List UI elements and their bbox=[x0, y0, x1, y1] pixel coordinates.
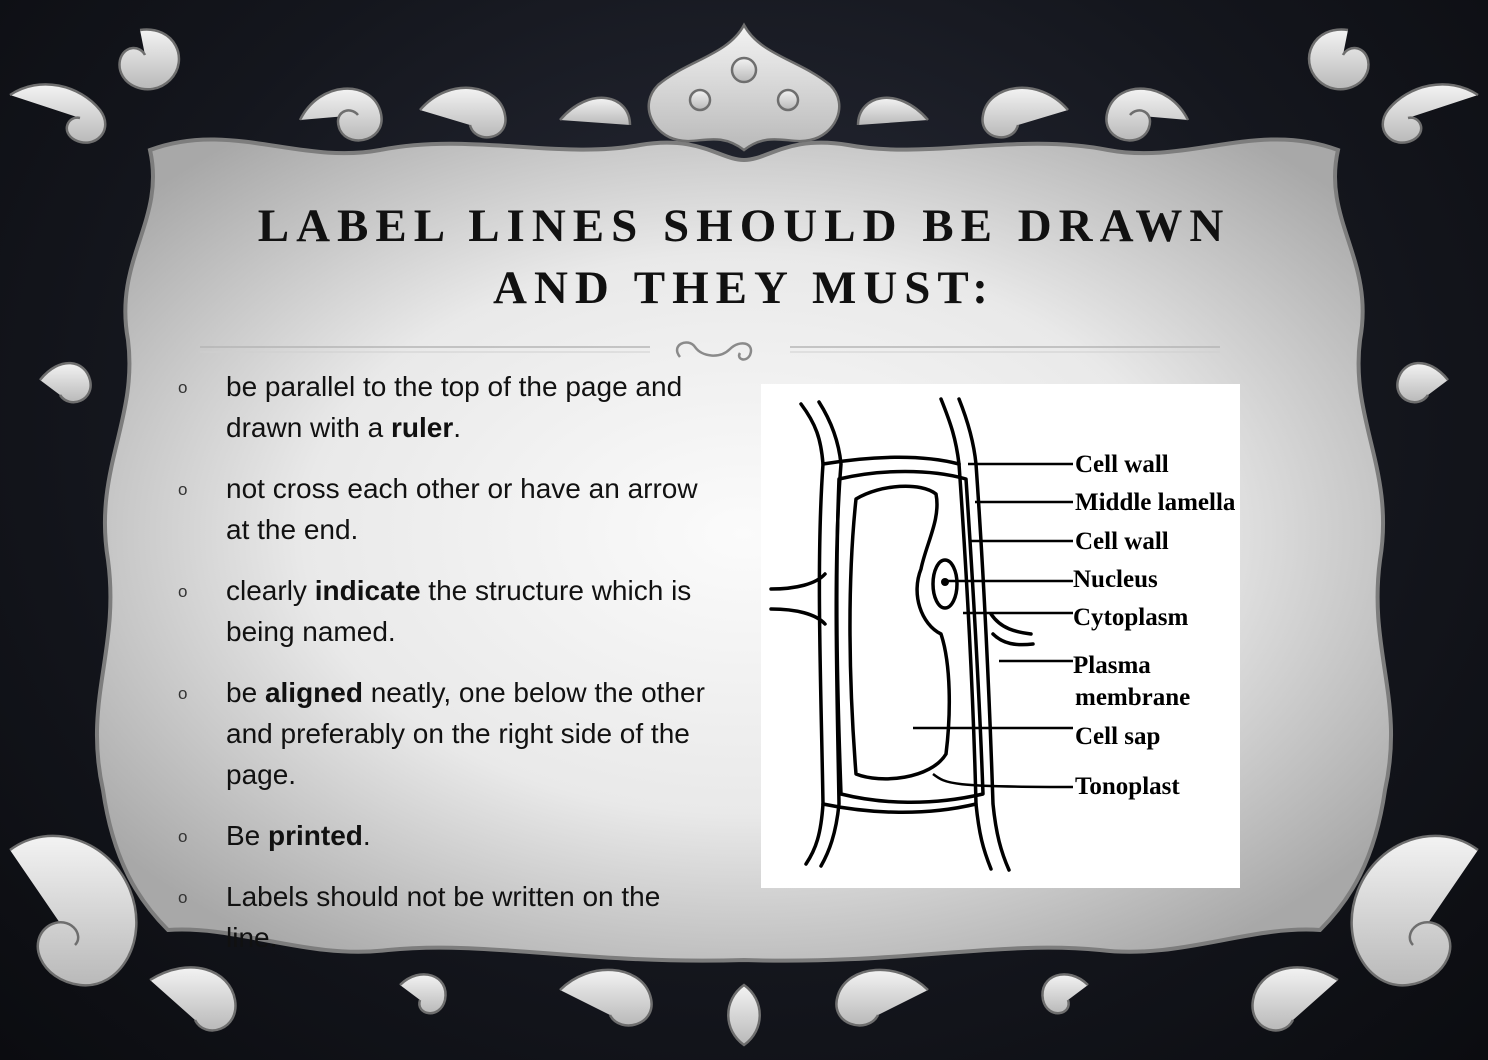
label-cell-sap: Cell sap bbox=[1075, 723, 1161, 750]
bullet-text-end: . bbox=[453, 412, 461, 443]
bullet-marker: o bbox=[178, 888, 188, 907]
slide-title bbox=[150, 195, 1338, 319]
bullet-marker: o bbox=[178, 378, 188, 397]
label-middle-lamella: Middle lamella bbox=[1075, 489, 1236, 516]
bullet-marker: o bbox=[178, 827, 188, 846]
label-cell-wall-inner: Cell wall bbox=[1075, 528, 1169, 555]
bullet-text: Be bbox=[226, 820, 269, 851]
bullet-text-end: . bbox=[362, 820, 371, 851]
bullet-text-end: neatly, one below the other and preferably on the right side of the page. bbox=[226, 677, 705, 790]
title-line-1: LABEL LINES SHOULD BE DRAWN bbox=[257, 200, 1231, 252]
bullet-marker: o bbox=[178, 480, 188, 499]
bullet-bold-text: ruler bbox=[390, 412, 454, 443]
bullet-text: be bbox=[226, 677, 265, 708]
list-item bbox=[170, 876, 710, 958]
outer-cell-wall bbox=[801, 404, 823, 864]
vacuole bbox=[850, 486, 949, 779]
bullet-text: not cross each other or have an arrow at the end. bbox=[226, 473, 698, 545]
label-plasma: Plasma bbox=[1073, 652, 1151, 679]
bullet-list bbox=[170, 366, 710, 978]
list-item bbox=[170, 366, 710, 448]
bullet-marker: o bbox=[178, 684, 188, 703]
plant-cell-diagram bbox=[761, 384, 1240, 888]
label-tonoplast: Tonoplast bbox=[1075, 773, 1180, 800]
bullet-text-end: the structure which is being named. bbox=[226, 575, 692, 647]
label-membrane: membrane bbox=[1075, 684, 1191, 711]
list-item bbox=[170, 468, 710, 550]
bullet-text: clearly bbox=[226, 575, 315, 606]
bullet-text: Labels should not be written on the line. bbox=[226, 881, 661, 953]
label-cytoplasm: Cytoplasm bbox=[1073, 604, 1189, 631]
list-item bbox=[170, 815, 710, 856]
label-nucleus: Nucleus bbox=[1073, 566, 1158, 593]
label-cell-wall: Cell wall bbox=[1075, 451, 1169, 478]
bullet-bold-text: aligned bbox=[264, 677, 363, 708]
bullet-bold-text: printed bbox=[268, 820, 363, 851]
bullet-text: be parallel to the top of the page and drawn with a bbox=[226, 371, 683, 443]
list-item bbox=[170, 570, 710, 652]
bullet-marker: o bbox=[178, 582, 188, 601]
title-line-2: AND THEY MUST: bbox=[493, 262, 995, 314]
bullet-bold-text: indicate bbox=[314, 575, 421, 606]
list-item bbox=[170, 672, 710, 795]
